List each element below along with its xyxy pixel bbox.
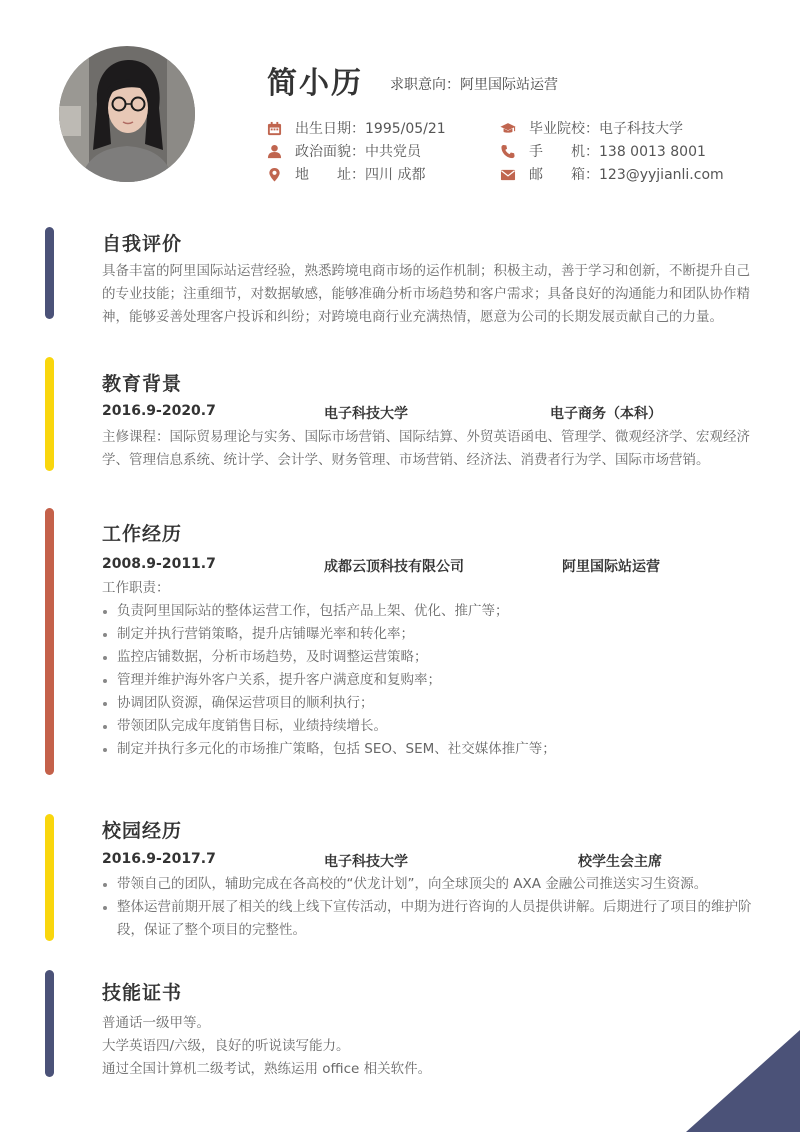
campus-title: 校园经历 xyxy=(102,820,183,842)
list-item: 整体运营前期开展了相关的线上线下宣传活动，中期为进行咨询的人员提供讲解。后期进行了项目的维护阶段，保证了整个项目的完整性。 xyxy=(102,896,752,942)
calendar-icon xyxy=(267,121,282,136)
info-address-text: 地 址：四川 成都 xyxy=(295,167,426,183)
work-position: 阿里国际站运营 xyxy=(562,559,660,575)
phone-icon xyxy=(500,144,516,159)
work-date: 2008.9-2011.7 xyxy=(102,556,216,572)
campus-date: 2016.9-2017.7 xyxy=(102,851,216,867)
list-item: 带领团队完成年度销售目标，业绩持续增长。 xyxy=(102,715,752,738)
list-item: 协调团队资源，确保运营项目的顺利执行； xyxy=(102,692,752,715)
section-accent-bar xyxy=(45,227,54,319)
skills-list xyxy=(102,1012,752,1081)
list-item: 制定并执行多元化的市场推广策略，包括 SEO、SEM、社交媒体推广等； xyxy=(102,738,752,761)
education-major: 电子商务（本科） xyxy=(550,406,662,422)
self-eval-text: 具备丰富的阿里国际站运营经验，熟悉跨境电商市场的运作机制；积极主动，善于学习和创新，不断提升自己的专业技能；注重细节，对数据敏感，能够准确分析市场趋势和客户需求；具备良好的沟通能力和团队协作精神，能够妥善处理客户投诉和纠纷；对跨境电商行业充满热情，愿意为公司的长期发展贡献自己的力量。 xyxy=(102,263,750,325)
skill-line: 大学英语四/六级，良好的听说读写能力。 xyxy=(102,1038,350,1054)
campus-row xyxy=(102,851,742,871)
candidate-name: 简小历 xyxy=(267,66,363,101)
profile-photo xyxy=(59,46,195,182)
section-accent-bar xyxy=(45,970,54,1077)
list-item: 制定并执行营销策略，提升店铺曝光率和转化率； xyxy=(102,623,752,646)
skill-line: 普通话一级甲等。 xyxy=(102,1015,210,1031)
info-birthdate-text: 出生日期：1995/05/21 xyxy=(295,121,446,137)
section-accent-bar xyxy=(45,357,54,471)
work-company: 成都云顶科技有限公司 xyxy=(324,559,464,575)
work-duty-label: 工作职责： xyxy=(102,580,170,596)
education-courses: 主修课程：国际贸易理论与实务、国际市场营销、国际结算、外贸英语函电、管理学、微观经济学、宏观经济学、管理信息系统、统计学、会计学、财务管理、市场营销、经济法、消费者行为学、国际市场营销。 xyxy=(102,429,750,468)
person-icon xyxy=(267,144,282,159)
info-politics xyxy=(267,141,421,161)
education-row xyxy=(102,403,742,423)
campus-list xyxy=(102,873,752,942)
campus-school: 电子科技大学 xyxy=(324,854,408,870)
location-pin-icon xyxy=(267,167,282,182)
skill-line: 通过全国计算机二级考试，熟练运用 office 相关软件。 xyxy=(102,1061,432,1077)
graduation-cap-icon xyxy=(500,121,516,136)
education-date: 2016.9-2020.7 xyxy=(102,403,216,419)
education-title: 教育背景 xyxy=(102,373,183,395)
section-accent-bar xyxy=(45,508,54,775)
education-school: 电子科技大学 xyxy=(324,406,408,422)
envelope-icon xyxy=(500,167,516,182)
list-item: 监控店铺数据，分析市场趋势，及时调整运营策略； xyxy=(102,646,752,669)
info-birthdate xyxy=(267,118,446,138)
list-item: 管理并维护海外客户关系，提升客户满意度和复购率； xyxy=(102,669,752,692)
info-address xyxy=(267,164,425,184)
info-politics-text: 政治面貌：中共党员 xyxy=(295,144,421,160)
info-school xyxy=(500,118,683,138)
info-phone-text: 手 机：138 0013 8001 xyxy=(529,144,706,160)
section-accent-bar xyxy=(45,814,54,941)
info-school-text: 毕业院校：电子科技大学 xyxy=(529,121,683,137)
info-email-text: 邮 箱：123@yyjianli.com xyxy=(529,167,724,183)
work-title: 工作经历 xyxy=(102,523,183,545)
info-email xyxy=(500,164,724,184)
self-eval-title: 自我评价 xyxy=(102,233,183,255)
info-phone xyxy=(500,141,706,161)
skills-title: 技能证书 xyxy=(102,982,183,1004)
list-item: 带领自己的团队，辅助完成在各高校的“伏龙计划”，向全球顶尖的 AXA 金融公司推送实习生资源。 xyxy=(102,873,752,896)
work-row xyxy=(102,556,742,576)
campus-role: 校学生会主席 xyxy=(578,854,662,870)
job-intent: 求职意向：阿里国际站运营 xyxy=(390,77,558,93)
corner-triangle-decoration xyxy=(686,1030,800,1132)
work-duty-list xyxy=(102,600,752,761)
list-item: 负责阿里国际站的整体运营工作，包括产品上架、优化、推广等； xyxy=(102,600,752,623)
